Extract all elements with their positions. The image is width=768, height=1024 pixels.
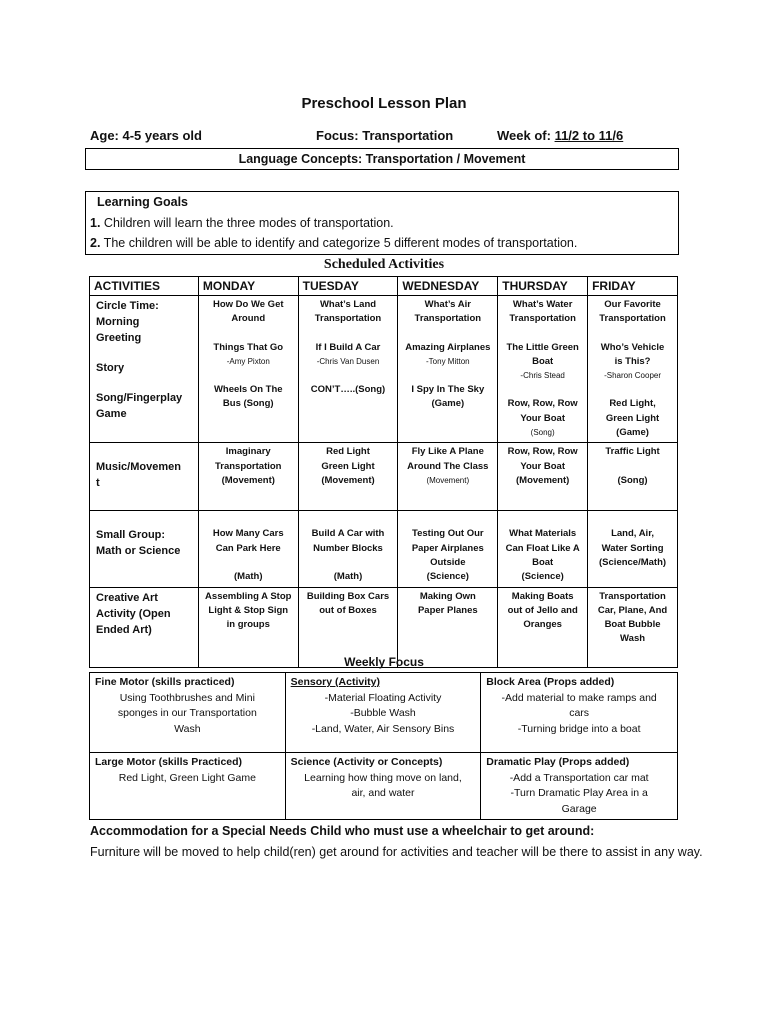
schedule-cell-line: Our Favorite bbox=[604, 299, 661, 310]
weekly-focus-table bbox=[89, 672, 678, 820]
schedule-cell-line: -Amy Pixton bbox=[226, 356, 270, 366]
schedule-cell-line: (Math) bbox=[333, 570, 363, 582]
weekly-row bbox=[90, 753, 678, 820]
schedule-row bbox=[90, 511, 678, 587]
schedule-cell bbox=[298, 511, 398, 587]
activity-label bbox=[90, 511, 199, 587]
schedule-header-cell: WEDNESDAY bbox=[398, 277, 498, 296]
weekly-cell bbox=[481, 753, 678, 820]
learning-goals-box bbox=[85, 191, 679, 255]
schedule-cell-line: Paper Planes bbox=[417, 604, 478, 616]
schedule-header-cell: TUESDAY bbox=[298, 277, 398, 296]
schedule-cell-line: (Song) bbox=[617, 474, 648, 486]
schedule-cell-line: Your Boat bbox=[520, 412, 565, 424]
activity-label-line: Activity (Open bbox=[96, 607, 171, 620]
activity-label-line: Circle Time: bbox=[96, 300, 159, 312]
schedule-cell-line bbox=[501, 327, 584, 341]
schedule-cell-line bbox=[202, 327, 295, 341]
weekly-cell-line: Using Toothbrushes and Mini bbox=[119, 691, 255, 704]
schedule-cell-line bbox=[401, 327, 494, 341]
schedule-cell-line: Build A Car with bbox=[311, 528, 385, 540]
schedule-cell-line bbox=[302, 369, 395, 383]
schedule-cell-line: Building Box Cars bbox=[306, 590, 390, 602]
weekly-cell-line: -Material Floating Activity bbox=[324, 691, 442, 704]
schedule-cell-line: Making Boats bbox=[511, 590, 574, 602]
schedule-cell-line: Row, Row, Row bbox=[507, 398, 578, 410]
schedule-cell-line: The Little Green bbox=[506, 341, 579, 353]
schedule-cell-line bbox=[591, 460, 674, 474]
activity-label-line: Greeting bbox=[96, 332, 142, 344]
schedule-cell bbox=[298, 296, 398, 443]
weekly-cell bbox=[90, 673, 286, 753]
weekly-cell-heading: Block Area (Props added) bbox=[486, 676, 615, 688]
schedule-cell-line: Green Light bbox=[605, 412, 660, 424]
schedule-cell-line bbox=[401, 513, 494, 527]
schedule-cell-line: Transportation bbox=[314, 313, 382, 325]
schedule-cell bbox=[398, 511, 498, 587]
schedule-cell-line: (Game) bbox=[431, 398, 465, 410]
schedule-cell-line: Bus (Song) bbox=[222, 398, 274, 410]
schedule-cell-line bbox=[202, 513, 295, 527]
schedule-cell-line: How Many Cars bbox=[212, 528, 284, 540]
schedule-header-cell: FRIDAY bbox=[588, 277, 678, 296]
weekly-cell-line: sponges in our Transportation bbox=[117, 707, 257, 719]
schedule-header-cell: THURSDAY bbox=[498, 277, 588, 296]
schedule-cell-line: I Spy In The Sky bbox=[411, 384, 485, 396]
activity-label-line: Math or Science bbox=[96, 545, 181, 558]
schedule-cell bbox=[198, 296, 298, 443]
weekly-cell-line: Wash bbox=[174, 722, 201, 735]
schedule-row bbox=[90, 296, 678, 443]
weekly-cell-line: -Add material to make ramps and bbox=[501, 691, 657, 704]
schedule-cell-line: How Do We Get bbox=[212, 299, 284, 310]
schedule-cell-line: Transportation bbox=[599, 313, 666, 325]
schedule-cell-line bbox=[302, 556, 395, 570]
schedule-cell-line: (Science) bbox=[521, 571, 564, 583]
schedule-cell-line bbox=[591, 327, 674, 341]
weekly-cell-heading: Fine Motor (skills practiced) bbox=[95, 676, 235, 688]
schedule-cell-line: Water Sorting bbox=[601, 542, 664, 554]
schedule-cell-line: What’s Air bbox=[424, 299, 471, 310]
schedule-cell-line: Testing Out Our bbox=[412, 528, 484, 540]
schedule-cell-line: If I Build A Car bbox=[315, 341, 381, 353]
schedule-cell-line: (Movement) bbox=[426, 475, 470, 485]
accommodation-section bbox=[90, 821, 710, 862]
schedule-cell bbox=[588, 443, 678, 511]
schedule-cell-line: Amazing Airplanes bbox=[405, 341, 491, 353]
schedule-cell-line: -Chris Stead bbox=[520, 371, 565, 381]
schedule-cell-line: Making Own bbox=[419, 590, 476, 602]
schedule-cell-line: -Sharon Cooper bbox=[604, 371, 661, 381]
activity-label-line: t bbox=[96, 477, 100, 490]
activity-label-line bbox=[96, 445, 195, 459]
scheduled-activities-title: Scheduled Activities bbox=[323, 257, 445, 272]
weekly-cell-line: cars bbox=[569, 707, 590, 719]
focus-label: Focus: Transportation bbox=[316, 128, 454, 143]
schedule-cell-line bbox=[401, 369, 494, 383]
weekly-cell-line: -Land, Water, Air Sensory Bins bbox=[311, 722, 455, 735]
schedule-cell-line: Land, Air, bbox=[611, 528, 655, 540]
schedule-cell-line bbox=[501, 513, 584, 527]
schedule-cell-line bbox=[591, 383, 674, 397]
activity-label-line: Ended Art) bbox=[96, 623, 152, 636]
weekly-cell-line: air, and water bbox=[351, 787, 415, 799]
schedule-cell-line: Transportation bbox=[214, 460, 282, 472]
schedule-cell-line: Assembling A Stop bbox=[205, 590, 292, 602]
schedule-cell-line: -Chris Van Dusen bbox=[316, 356, 380, 366]
schedule-cell-line: Green Light bbox=[321, 460, 375, 472]
schedule-cell-line: -Tony Mitton bbox=[426, 356, 470, 366]
schedule-cell-line: Red Light bbox=[326, 446, 370, 458]
schedule-cell bbox=[198, 511, 298, 587]
weekly-cell-heading: Dramatic Play (Props added) bbox=[486, 756, 630, 768]
activity-label-line bbox=[96, 346, 195, 360]
age-label: Age: 4-5 years old bbox=[90, 128, 202, 143]
schedule-row bbox=[90, 443, 678, 511]
schedule-cell-line: (Movement) bbox=[321, 474, 375, 486]
schedule-cell-line bbox=[202, 556, 295, 570]
activity-label-line bbox=[96, 376, 195, 390]
activity-label-line bbox=[96, 513, 195, 527]
weekly-cell bbox=[285, 753, 481, 820]
schedule-cell-line: Transportation bbox=[509, 313, 576, 325]
activity-label-line: Story bbox=[96, 362, 125, 374]
weekly-cell-heading: Sensory (Activity) bbox=[290, 676, 380, 688]
schedule-header-cell: MONDAY bbox=[198, 277, 298, 296]
week-of bbox=[497, 128, 623, 143]
schedule-cell-line: Boat bbox=[532, 556, 554, 568]
schedule-cell-line bbox=[501, 383, 584, 397]
weekly-cell bbox=[285, 673, 481, 753]
schedule-cell-line: What Materials bbox=[509, 528, 577, 540]
schedule-cell-line: Around bbox=[231, 313, 266, 325]
schedule-cell bbox=[398, 443, 498, 511]
schedule-cell-line: in groups bbox=[226, 619, 270, 631]
weekly-cell-line: Learning how thing move on land, bbox=[304, 771, 462, 784]
schedule-cell-line: Wash bbox=[620, 633, 646, 645]
weekly-cell-line: -Turning bridge into a boat bbox=[517, 722, 641, 735]
weekly-cell bbox=[90, 753, 286, 820]
schedule-cell-line: Row, Row, Row bbox=[507, 446, 578, 458]
schedule-cell bbox=[498, 511, 588, 587]
schedule-cell bbox=[298, 443, 398, 511]
learning-goals-heading: Learning Goals bbox=[97, 195, 188, 209]
schedule-cell-line: Red Light, bbox=[609, 398, 656, 410]
schedule-cell-line: (Movement) bbox=[516, 474, 570, 486]
schedule-cell-line: (Song) bbox=[530, 428, 555, 438]
schedule-cell-line: Boat bbox=[532, 355, 554, 367]
schedule-cell-line: (Science/Math) bbox=[599, 556, 667, 568]
schedule-cell-line: Can Park Here bbox=[215, 542, 281, 554]
weekly-cell-heading: Large Motor (skills Practiced) bbox=[95, 756, 243, 768]
activity-label bbox=[90, 296, 199, 443]
schedule-cell bbox=[588, 296, 678, 443]
activity-label-line: Music/Movemen bbox=[96, 461, 181, 474]
weekly-cell-line: Garage bbox=[561, 802, 597, 815]
week-label: Week of: bbox=[497, 128, 555, 143]
schedule-cell-line: (Math) bbox=[234, 570, 263, 582]
schedule-cell bbox=[498, 443, 588, 511]
schedule-cell-line: Around The Class bbox=[407, 460, 489, 472]
schedule-cell-line: Boat Bubble bbox=[604, 619, 661, 631]
schedule-cell-line bbox=[202, 369, 295, 383]
schedule-cell-line: Light & Stop Sign bbox=[208, 604, 289, 616]
activity-label bbox=[90, 443, 199, 511]
schedule-cell-line: Fly Like A Plane bbox=[411, 446, 484, 458]
schedule-header-row bbox=[90, 277, 678, 296]
schedule-cell-line bbox=[302, 327, 395, 341]
accommodation-heading: Accommodation for a Special Needs Child who must use a wheelchair to get around: bbox=[90, 824, 595, 838]
schedule-cell-line: Can Float Like A bbox=[505, 542, 580, 554]
schedule-cell-line: Number Blocks bbox=[313, 542, 383, 554]
activity-label-line: Song/Fingerplay bbox=[96, 392, 183, 404]
activity-label-line: Creative Art bbox=[96, 591, 158, 604]
schedule-cell-line: Transportation bbox=[599, 590, 666, 602]
activity-label-line: Morning bbox=[96, 316, 140, 328]
schedule-cell-line: out of Boxes bbox=[319, 604, 377, 616]
weekly-cell-line: -Add a Transportation car mat bbox=[509, 771, 649, 784]
schedule-cell-line: (Science) bbox=[426, 571, 469, 583]
schedule-cell-line: (Movement) bbox=[221, 474, 275, 486]
schedule-cell-line: Traffic Light bbox=[605, 446, 660, 458]
schedule-cell-line: What’s Land bbox=[319, 299, 377, 310]
weekly-cell-heading: Science (Activity or Concepts) bbox=[290, 756, 443, 768]
schedule-cell-line: Who’s Vehicle bbox=[600, 341, 665, 353]
activity-label-line: Game bbox=[96, 408, 127, 420]
schedule-cell-line: What’s Water bbox=[512, 299, 573, 310]
activity-label-line: Small Group: bbox=[96, 529, 166, 542]
schedule-cell-line: (Game) bbox=[616, 427, 649, 439]
learning-goal-2: 2. The children will be able to identify and categorize 5 different modes of transportation. bbox=[90, 236, 578, 250]
schedule-cell bbox=[588, 511, 678, 587]
schedule-cell-line: Oranges bbox=[523, 619, 562, 631]
accommodation-text: Furniture will be moved to help child(ren) get around for activities and teacher will be there to assist in any way. bbox=[90, 844, 703, 859]
schedule-cell-line: Outside bbox=[430, 556, 466, 568]
schedule-cell-line: Paper Airplanes bbox=[411, 542, 484, 554]
schedule-cell-line: Wheels On The bbox=[213, 384, 283, 396]
weekly-focus-title: Weekly Focus bbox=[344, 655, 424, 669]
week-value: 11/2 to 11/6 bbox=[554, 128, 624, 143]
schedule-cell bbox=[398, 296, 498, 443]
learning-goal-1: 1. Children will learn the three modes of transportation. bbox=[90, 216, 394, 230]
weekly-cell-line: -Turn Dramatic Play Area in a bbox=[510, 787, 648, 799]
schedule-table bbox=[89, 276, 678, 668]
schedule-cell-line: Your Boat bbox=[520, 460, 565, 472]
schedule-cell bbox=[498, 296, 588, 443]
schedule-cell-line: Imaginary bbox=[225, 446, 271, 458]
schedule-cell-line: is This? bbox=[614, 355, 651, 367]
schedule-cell-line: out of Jello and bbox=[507, 604, 578, 616]
schedule-cell-line: Transportation bbox=[414, 313, 482, 325]
schedule-cell-line: Things That Go bbox=[213, 341, 284, 353]
schedule-cell bbox=[198, 443, 298, 511]
weekly-cell-line: -Bubble Wash bbox=[350, 707, 416, 719]
language-concepts: Language Concepts: Transportation / Movement bbox=[85, 148, 679, 170]
schedule-header-cell: ACTIVITIES bbox=[90, 277, 199, 296]
schedule-cell-line bbox=[591, 513, 674, 527]
weekly-row bbox=[90, 673, 678, 753]
page-title: Preschool Lesson Plan bbox=[301, 95, 467, 112]
schedule-cell-line bbox=[302, 513, 395, 527]
weekly-cell-line: Red Light, Green Light Game bbox=[118, 771, 256, 784]
schedule-cell-line: Car, Plane, And bbox=[597, 604, 668, 616]
weekly-cell bbox=[481, 673, 678, 753]
schedule-cell-line: CON’T…..(Song) bbox=[310, 384, 386, 396]
